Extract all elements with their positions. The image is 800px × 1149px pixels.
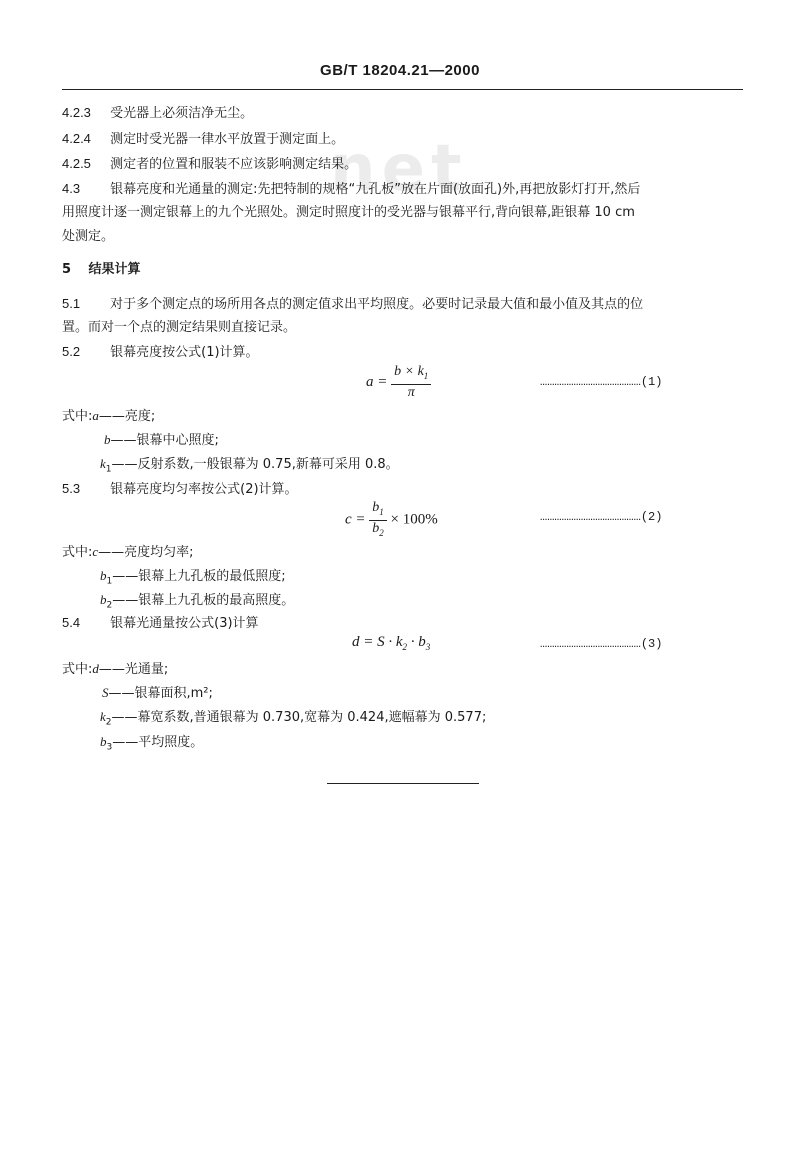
end-rule [327,783,479,784]
where-3-item-b3 [100,733,203,757]
where-2-intro [62,543,194,562]
variable-sub: 2 [106,600,113,611]
clause-4-2-4 [62,130,344,149]
variable-desc: ——平均照度。 [112,735,204,750]
variable-desc: ——银幕中心照度; [110,433,219,448]
variable-symbol: k [100,709,106,724]
clause-5-1 [62,295,643,314]
numerator-text: b [372,500,380,515]
variable-sub: 1 [105,464,112,475]
formula-2 [345,500,438,541]
clause-text: 银幕亮度和光通量的测定:先把特制的规格“九孔板”放在片面(放面孔)外,再把放影灯打开,然后 [110,182,641,197]
where-1-intro [62,407,155,426]
variable-symbol: a [92,408,99,423]
watermark: net [330,132,468,206]
clause-5-3 [62,480,298,499]
formula-denominator [369,521,387,541]
where-1-item-b [104,431,219,450]
formula-3 [352,634,430,652]
variable-symbol: S [102,685,109,700]
clause-number: 4.2.5 [62,156,91,171]
numerator-sub: 1 [379,506,384,517]
clause-number: 4.3 [62,181,81,196]
formula-rhs: × 100% [390,511,438,528]
formula-1-number: ……………………………………(1) [540,375,663,389]
clause-text: 置。而对一个点的测定结果则直接记录。 [62,320,297,335]
clause-number: 4.2.3 [62,105,91,120]
where-intro: 式中: [62,545,93,560]
clause-4-3-cont-2 [62,228,114,246]
formula-1 [366,364,431,401]
clause-5-1-cont [62,319,296,337]
variable-desc: ——幕宽系数,普通银幕为 0.730,宽幕为 0.424,遮幅幕为 0.577; [111,710,487,725]
formula-lhs: a = [366,373,388,390]
clause-text: 用照度计逐一测定银幕上的九个光照处。测定时照度计的受光器与银幕平行,背向银幕,距银幕 10 cm [62,205,635,220]
where-3-item-k2 [100,708,486,732]
formula-3-number: ……………………………………(3) [540,637,663,651]
variable-desc: ——亮度均匀率; [98,545,194,560]
formula-fraction [369,500,387,541]
numerator-text: b × k [394,364,424,379]
clause-text: 受光器上必须洁净无尘。 [110,106,254,121]
clause-number: 5.1 [62,296,81,311]
variable-symbol: b [100,568,107,583]
formula-lhs: c = [345,511,366,528]
formula-sub: 2 [402,642,408,652]
where-intro: 式中: [62,409,93,424]
clause-5-2 [62,343,259,362]
clause-number: 5.2 [62,344,81,359]
clause-text: 银幕光通量按公式(3)计算 [110,616,259,631]
variable-symbol: b [104,432,111,447]
clause-text: 对于多个测定点的场所用各点的测定值求出平均照度。必要时记录最大值和最小值及其点的位 [110,297,644,312]
formula-numerator [391,364,431,385]
clause-4-3 [62,180,640,199]
variable-desc: ——银幕上九孔板的最高照度。 [112,593,295,608]
clause-text: 测定者的位置和服装不应该影响测定结果。 [110,157,358,172]
variable-desc: ——反射系数,一般银幕为 0.75,新幕可采用 0.8。 [111,457,399,472]
clause-5-4 [62,614,259,633]
clause-4-2-5 [62,155,357,174]
variable-symbol: k [100,456,106,471]
where-1-item-k1 [100,455,399,479]
formula-fraction [391,364,431,401]
formula-sub: 3 [425,642,431,652]
page-header: GB/T 18204.21—2000 [320,62,480,79]
where-2-item-b2 [100,591,294,615]
clause-number: 5.4 [62,615,81,630]
variable-sub: 1 [106,576,113,587]
section-5-heading [62,261,141,279]
where-2-item-b1 [100,567,286,591]
section-number: 5 [62,262,72,277]
clause-4-3-cont-1 [62,204,635,222]
clause-text: 测定时受光器一律水平放置于测定面上。 [110,132,345,147]
variable-symbol: b [100,592,107,607]
variable-desc: ——银幕上九孔板的最低照度; [112,569,286,584]
clause-text: 处测定。 [62,229,115,244]
clause-number: 5.3 [62,481,81,496]
formula-numerator [369,500,387,521]
variable-desc: ——光通量; [98,662,169,677]
where-intro: 式中: [62,662,93,677]
section-title: 结果计算 [88,262,141,277]
denominator-text: b [372,520,380,536]
header-rule [62,89,743,90]
formula-expr: d = S · k [352,634,403,650]
variable-desc: ——银幕面积,m²; [108,686,213,701]
numerator-sub: 1 [423,370,429,381]
clause-text: 银幕亮度按公式(1)计算。 [110,345,259,360]
variable-symbol: d [92,661,99,676]
variable-desc: ——亮度; [98,409,156,424]
formula-denominator: π [407,384,415,400]
variable-symbol: c [92,544,99,559]
variable-sub: 3 [106,742,113,753]
denominator-sub: 2 [379,527,384,538]
where-3-item-s [102,684,213,703]
variable-symbol: b [100,734,107,749]
formula-2-number: ……………………………………(2) [540,510,663,524]
variable-sub: 2 [105,717,112,728]
where-3-intro [62,660,168,679]
formula-expr-mid: · b [407,634,426,650]
clause-text: 银幕亮度均匀率按公式(2)计算。 [110,482,298,497]
clause-number: 4.2.4 [62,131,91,146]
clause-4-2-3 [62,104,253,123]
